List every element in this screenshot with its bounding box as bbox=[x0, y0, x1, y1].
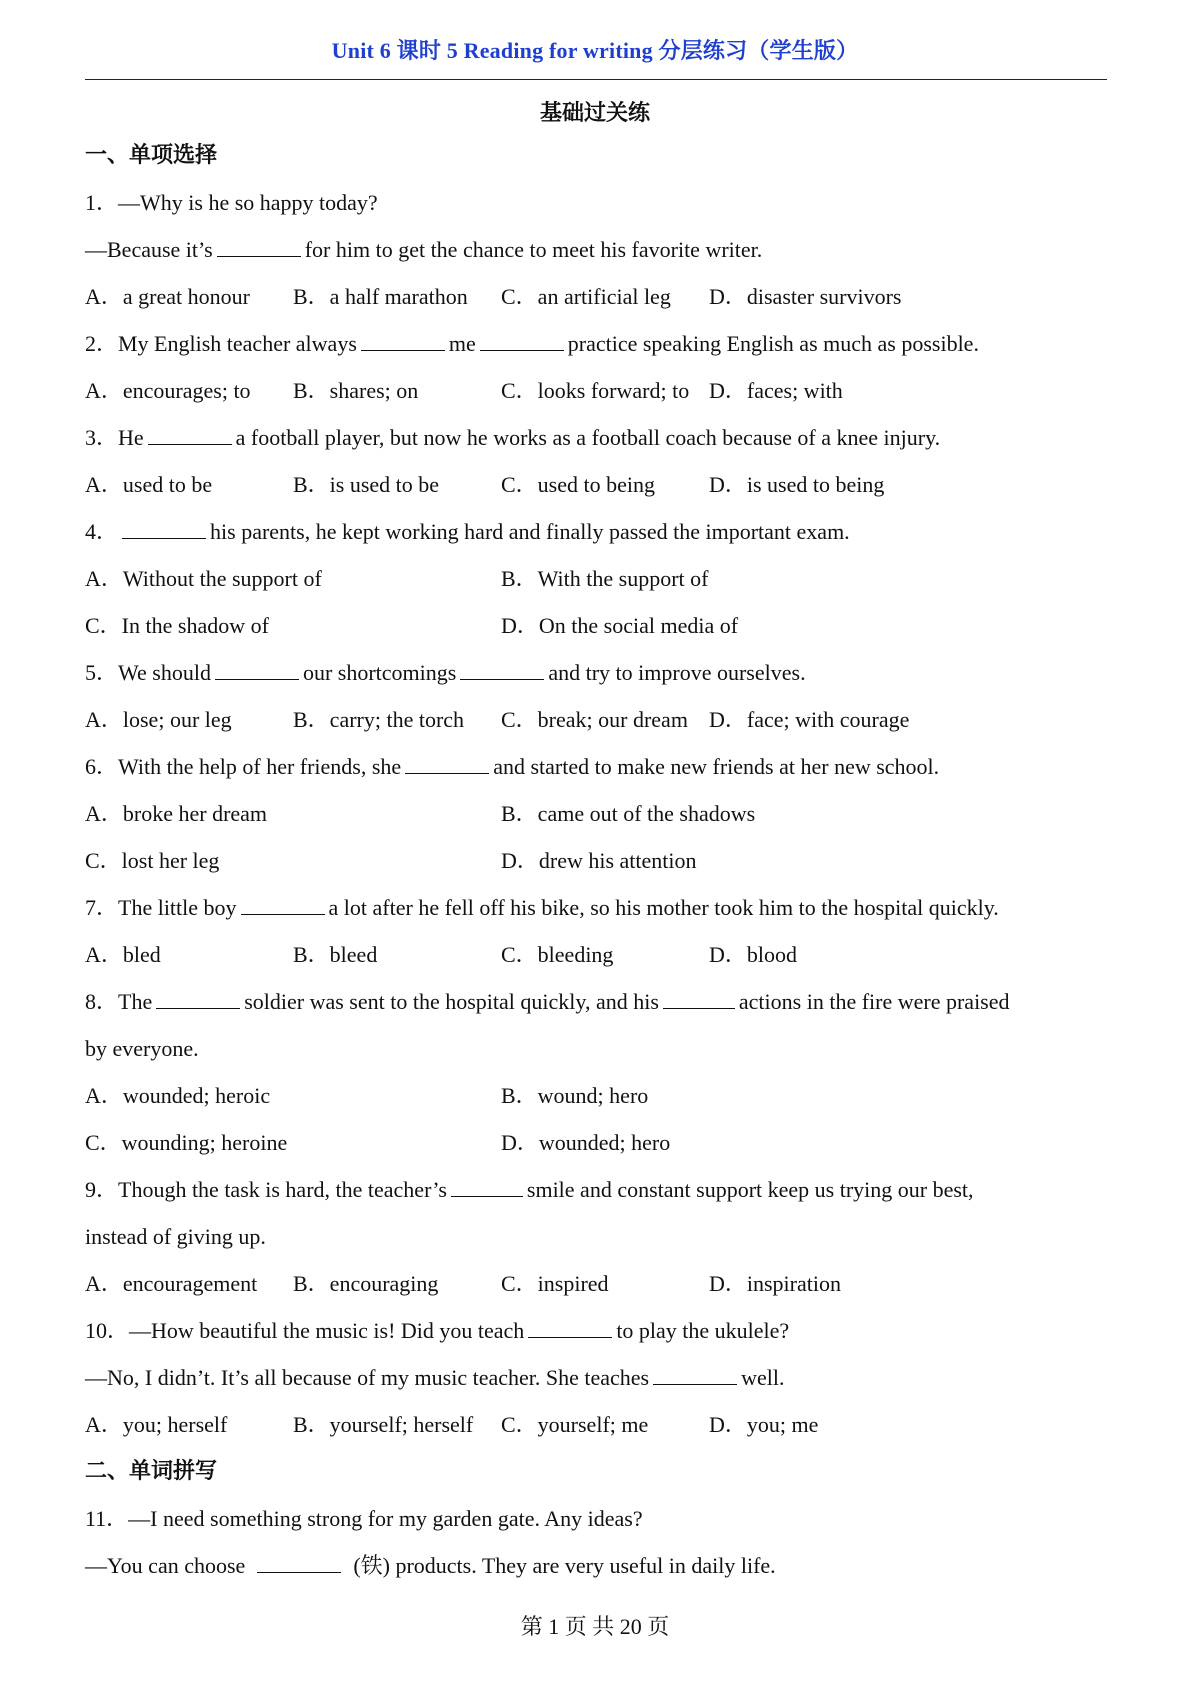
option-c: C．yourself; me bbox=[501, 1412, 649, 1437]
option-c: C．In the shadow of bbox=[85, 613, 269, 638]
option-c: C．looks forward; to bbox=[501, 378, 690, 403]
question-10-options bbox=[85, 1401, 1110, 1448]
page-number-footer: 第 1 页 共 20 页 bbox=[520, 1614, 670, 1639]
answer-blank bbox=[405, 772, 489, 774]
question-4-options-row-1 bbox=[85, 555, 1110, 602]
answer-blank bbox=[217, 255, 301, 257]
option-c: C．wounding; heroine bbox=[85, 1130, 288, 1155]
answer-blank bbox=[451, 1195, 523, 1197]
option-b: B．a half marathon bbox=[293, 284, 468, 309]
question-2-options bbox=[85, 367, 1110, 414]
option-d: D．disaster survivors bbox=[709, 284, 902, 309]
option-b: B．encouraging bbox=[293, 1271, 439, 1296]
question-9-line-2: instead of giving up. bbox=[85, 1224, 266, 1249]
option-d: D．is used to being bbox=[709, 472, 885, 497]
option-a: A．used to be bbox=[85, 472, 213, 497]
option-c: C．an artificial leg bbox=[501, 284, 671, 309]
option-b: B．bleed bbox=[293, 942, 378, 967]
answer-blank bbox=[215, 678, 299, 680]
option-c: C．inspired bbox=[501, 1271, 609, 1296]
question-7: 7．The little boy a lot after he fell off his bike, so his mother took him to the hospital quickly. bbox=[85, 895, 999, 920]
option-a: A．encouragement bbox=[85, 1271, 258, 1296]
answer-blank bbox=[122, 537, 206, 539]
section-subtitle: 基础过关练 bbox=[539, 101, 650, 126]
answer-blank bbox=[241, 913, 325, 915]
question-8-options-row-2 bbox=[85, 1119, 1110, 1166]
question-5-options bbox=[85, 696, 1110, 743]
option-b: B．yourself; herself bbox=[293, 1412, 474, 1437]
option-b: B．With the support of bbox=[501, 566, 709, 591]
answer-blank bbox=[460, 678, 544, 680]
option-b: B．came out of the shadows bbox=[501, 801, 756, 826]
option-d: D．wounded; hero bbox=[501, 1130, 671, 1155]
option-d: D．On the social media of bbox=[501, 613, 739, 638]
answer-blank bbox=[257, 1571, 341, 1573]
option-d: D．you; me bbox=[709, 1412, 819, 1437]
option-b: B．is used to be bbox=[293, 472, 440, 497]
section-heading-multiple-choice: 一、单项选择 bbox=[85, 143, 218, 168]
question-5: 5．We should our shortcomings and try to improve ourselves. bbox=[85, 660, 806, 685]
option-d: D．inspiration bbox=[709, 1271, 841, 1296]
question-3: 3．He a football player, but now he works as a football coach because of a knee injury. bbox=[85, 425, 941, 450]
option-b: B．carry; the torch bbox=[293, 707, 465, 732]
question-2: 2．My English teacher always me practice speaking English as much as possible. bbox=[85, 331, 979, 356]
question-7-options bbox=[85, 931, 1110, 978]
option-a: A．a great honour bbox=[85, 284, 250, 309]
section-heading-spelling: 二、单词拼写 bbox=[85, 1459, 218, 1484]
option-a: A．Without the support of bbox=[85, 566, 322, 591]
question-1: 1．—Why is he so happy today? bbox=[85, 190, 378, 215]
answer-blank bbox=[156, 1007, 240, 1009]
option-a: A．you; herself bbox=[85, 1412, 228, 1437]
option-a: A．bled bbox=[85, 942, 161, 967]
question-10: 10．—How beautiful the music is! Did you teach to play the ukulele? bbox=[85, 1318, 790, 1343]
option-b: B．wound; hero bbox=[501, 1083, 649, 1108]
document-body bbox=[85, 132, 1110, 1589]
question-1-line-2: —Because it’s for him to get the chance to meet his favorite writer. bbox=[85, 237, 763, 262]
option-c: C．used to being bbox=[501, 472, 655, 497]
question-8-line-2: by everyone. bbox=[85, 1036, 199, 1061]
option-d: D．blood bbox=[709, 942, 798, 967]
document-title: Unit 6 课时 5 Reading for writing 分层练习（学生版） bbox=[331, 38, 859, 63]
header-rule bbox=[85, 79, 1107, 80]
question-10-line-2: —No, I didn’t. It’s all because of my music teacher. She teaches well. bbox=[85, 1365, 785, 1390]
option-d: D．drew his attention bbox=[501, 848, 697, 873]
question-1-options bbox=[85, 273, 1110, 320]
option-a: A．wounded; heroic bbox=[85, 1083, 271, 1108]
question-9: 9．Though the task is hard, the teacher’s smile and constant support keep us trying our best, bbox=[85, 1177, 974, 1202]
answer-blank bbox=[361, 349, 445, 351]
answer-blank bbox=[528, 1336, 612, 1338]
option-c: C．bleeding bbox=[501, 942, 614, 967]
option-d: D．face; with courage bbox=[709, 707, 910, 732]
question-9-options bbox=[85, 1260, 1110, 1307]
question-4-options-row-2 bbox=[85, 602, 1110, 649]
question-6-options-row-2 bbox=[85, 837, 1110, 884]
question-11: 11．—I need something strong for my garden gate. Any ideas? bbox=[85, 1506, 643, 1531]
answer-blank bbox=[663, 1007, 735, 1009]
answer-blank bbox=[480, 349, 564, 351]
option-c: C．lost her leg bbox=[85, 848, 220, 873]
question-8: 8．The soldier was sent to the hospital quickly, and his actions in the fire were praised bbox=[85, 989, 1010, 1014]
option-a: A．encourages; to bbox=[85, 378, 251, 403]
option-a: A．lose; our leg bbox=[85, 707, 232, 732]
option-c: C．break; our dream bbox=[501, 707, 688, 732]
question-6: 6．With the help of her friends, she and started to make new friends at her new school. bbox=[85, 754, 940, 779]
question-11-line-2: —You can choose (铁) products. They are very useful in daily life. bbox=[85, 1553, 776, 1578]
question-8-options-row-1 bbox=[85, 1072, 1110, 1119]
question-4: 4． his parents, he kept working hard and finally passed the important exam. bbox=[85, 519, 850, 544]
answer-blank bbox=[148, 443, 232, 445]
question-6-options-row-1 bbox=[85, 790, 1110, 837]
option-b: B．shares; on bbox=[293, 378, 419, 403]
option-d: D．faces; with bbox=[709, 378, 843, 403]
question-3-options bbox=[85, 461, 1110, 508]
option-a: A．broke her dream bbox=[85, 801, 268, 826]
answer-blank bbox=[653, 1383, 737, 1385]
